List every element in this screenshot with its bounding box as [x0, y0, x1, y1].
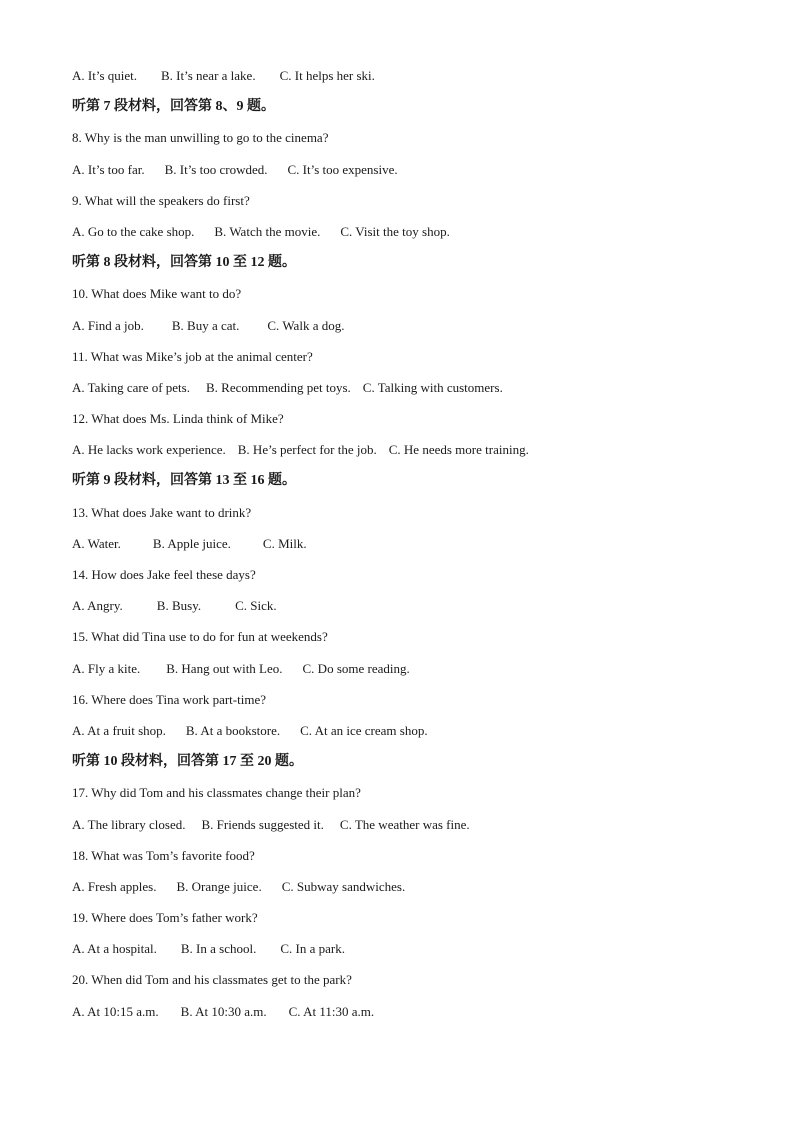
answer-option-a: A. Find a job.: [72, 317, 144, 333]
question-text: 9. What will the speakers do first?: [72, 192, 250, 208]
answer-options-row: [72, 1001, 752, 1032]
question-text: 11. What was Mike’s job at the animal center?: [72, 348, 313, 364]
question-text: 13. What does Jake want to drink?: [72, 504, 252, 520]
question-text: 19. Where does Tom’s father work?: [72, 910, 258, 926]
answer-option-b: B. In a school.: [180, 941, 257, 957]
answer-option-b: B. It’s near a lake.: [161, 68, 256, 83]
question-text: 16. Where does Tina work part-time?: [72, 691, 266, 707]
answer-option-a: A. Water.: [72, 535, 121, 551]
answer-option-c: C. It helps her ski.: [279, 68, 375, 83]
answer-option-b: B. Friends suggested it.: [201, 816, 324, 832]
answer-options-row: [72, 377, 752, 408]
answer-option-c: C. At 11:30 a.m.: [288, 1003, 375, 1019]
answer-option-b: B. It’s too crowded.: [164, 161, 268, 177]
answer-options-row: [72, 658, 752, 689]
answer-option-b: B. Watch the movie.: [214, 223, 321, 239]
answer-option-a: A. He lacks work experience.: [72, 442, 226, 458]
section-heading: 听第 7 段材料，回答第 8、9 题。: [72, 99, 275, 115]
question-text: 20. When did Tom and his classmates get to the park?: [72, 972, 352, 988]
answer-options-row: [72, 938, 752, 969]
question-text: 8. Why is the man unwilling to go to the cinema?: [72, 130, 329, 146]
answer-option-c: C. Do some reading.: [302, 660, 410, 676]
section-heading: 听第 10 段材料，回答第 17 至 20 题。: [72, 754, 303, 770]
answer-option-a: A. Go to the cake shop.: [72, 223, 195, 239]
answer-option-c: C. At an ice cream shop.: [300, 722, 428, 738]
answer-options-row: [72, 720, 752, 751]
answer-option-a: A. At a fruit shop.: [72, 722, 166, 738]
answer-option-b: B. At a bookstore.: [185, 722, 281, 738]
answer-options-row: [72, 65, 752, 96]
answer-option-c: C. In a park.: [280, 941, 345, 957]
question-text: 12. What does Ms. Linda think of Mike?: [72, 411, 284, 427]
answer-option-b: B. Recommending pet toys.: [205, 379, 351, 395]
answer-option-b: B. Orange juice.: [176, 878, 262, 894]
answer-options-row: [72, 221, 752, 252]
answer-options-row: [72, 814, 752, 845]
answer-option-b: B. Apple juice.: [152, 535, 231, 551]
answer-option-b: B. He’s perfect for the job.: [237, 442, 377, 458]
question-text: 17. Why did Tom and his classmates change their plan?: [72, 785, 361, 801]
answer-option-a: A. Angry.: [72, 598, 123, 614]
answer-option-c: C. Walk a dog.: [267, 317, 345, 333]
answer-option-b: B. Buy a cat.: [171, 317, 240, 333]
answer-options-row: [72, 533, 752, 564]
answer-option-b: B. Hang out with Leo.: [166, 660, 283, 676]
answer-options-row: [72, 595, 752, 626]
question-text: 10. What does Mike want to do?: [72, 286, 242, 302]
answer-option-c: C. The weather was fine.: [339, 816, 470, 832]
answer-options-row: [72, 439, 752, 470]
answer-option-a: A. Fresh apples.: [72, 878, 157, 894]
answer-option-a: A. It’s too far.: [72, 161, 145, 177]
answer-option-a: A. Taking care of pets.: [72, 379, 190, 395]
question-text: 18. What was Tom’s favorite food?: [72, 847, 255, 863]
answer-option-c: C. It’s too expensive.: [287, 161, 398, 177]
answer-option-c: C. He needs more training.: [388, 442, 529, 458]
answer-option-a: A. The library closed.: [72, 816, 186, 832]
answer-option-c: C. Subway sandwiches.: [281, 878, 406, 894]
answer-option-a: A. At 10:15 a.m.: [72, 1003, 159, 1019]
answer-option-c: C. Visit the toy shop.: [340, 223, 450, 239]
answer-options-row: [72, 315, 752, 346]
answer-option-b: B. Busy.: [156, 598, 202, 614]
question-text: 15. What did Tina use to do for fun at weekends?: [72, 629, 328, 645]
answer-option-b: B. At 10:30 a.m.: [180, 1003, 267, 1019]
question-text: 14. How does Jake feel these days?: [72, 567, 256, 582]
answer-options-row: [72, 159, 752, 190]
answer-option-a: A. Fly a kite.: [72, 660, 141, 676]
answer-option-a: A. At a hospital.: [72, 941, 157, 957]
section-heading: 听第 8 段材料，回答第 10 至 12 题。: [72, 255, 296, 271]
answer-option-a: A. It’s quiet.: [72, 68, 137, 83]
answer-option-c: C. Milk.: [262, 535, 307, 551]
document-page: [72, 65, 752, 1032]
answer-option-c: C. Talking with customers.: [362, 379, 503, 395]
answer-option-c: C. Sick.: [235, 598, 277, 614]
answer-options-row: [72, 876, 752, 907]
section-heading: 听第 9 段材料，回答第 13 至 16 题。: [72, 473, 296, 489]
